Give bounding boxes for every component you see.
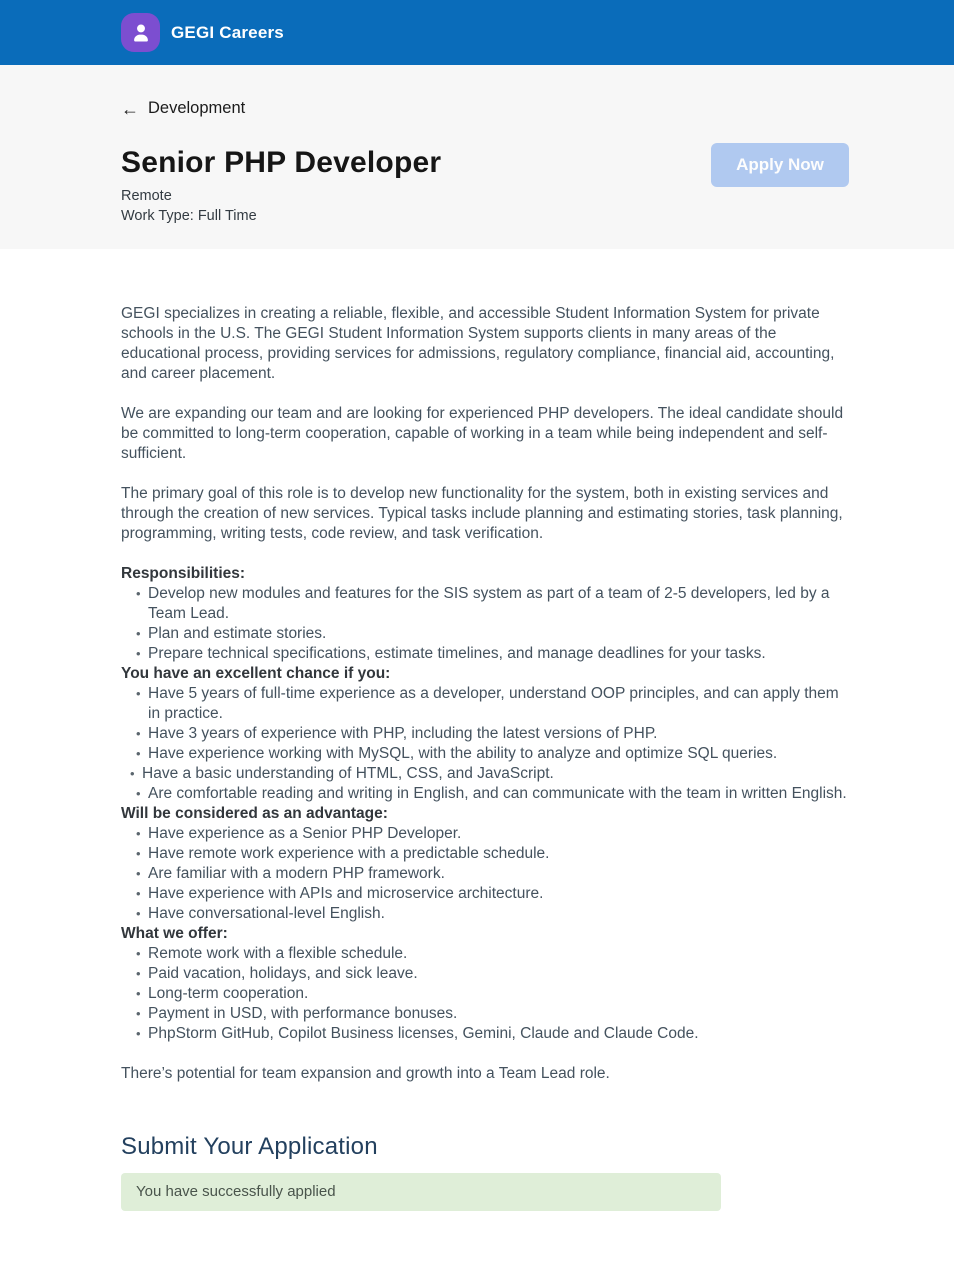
- breadcrumb-back-link[interactable]: [121, 99, 245, 118]
- responsibilities-list: [121, 584, 849, 664]
- offer-list: [121, 944, 849, 1044]
- breadcrumb-label: Development: [148, 99, 246, 117]
- list-item: • Prepare technical specifications, estimate timelines, and manage deadlines for your tasks.: [121, 644, 849, 664]
- list-item: • Plan and estimate stories.: [121, 624, 849, 644]
- job-title: Senior PHP Developer: [121, 145, 442, 179]
- submit-application-heading: Submit Your Application: [121, 1132, 378, 1160]
- list-item: • Have experience working with MySQL, with the ability to analyze and optimize SQL queries.: [121, 744, 849, 764]
- paragraph: The primary goal of this role is to develop new functionality for the system, both in existing services and through the creation of new services. Typical tasks include planning and estimating stories, task planning, programming, writing tests, code review, and task verification.: [121, 484, 843, 542]
- list-item: • Have 3 years of experience with PHP, including the latest versions of PHP.: [121, 724, 849, 744]
- paragraph: GEGI specializes in creating a reliable, flexible, and accessible Student Information System for private schools in the U.S. The GEGI Student Information System supports clients in many areas of the educational process, providing services for admissions, regulatory compliance, financial aid, accounting, and career placement.: [121, 304, 835, 382]
- job-work-type: Work Type: Full Time: [121, 207, 257, 224]
- back-arrow-icon: ←: [121, 98, 139, 119]
- success-message: You have successfully applied: [121, 1173, 721, 1211]
- brand-title: GEGI Careers: [171, 22, 284, 42]
- paragraph: We are expanding our team and are looking for experienced PHP developers. The ideal candidate should be committed to long-term cooperation, capable of working in a team while being independent and self-sufficient.: [121, 404, 844, 462]
- list-item: • Have remote work experience with a predictable schedule.: [121, 844, 849, 864]
- intro-paragraphs: [121, 304, 849, 544]
- apply-now-button[interactable]: Apply Now: [711, 143, 849, 187]
- brand-link[interactable]: [121, 13, 284, 52]
- list-item: • Have conversational-level English.: [121, 904, 849, 924]
- list-item: • Long-term cooperation.: [121, 984, 849, 1004]
- list-item: • Have a basic understanding of HTML, CSS, and JavaScript.: [115, 764, 849, 784]
- closing-paragraph: There’s potential for team expansion and growth into a Team Lead role.: [121, 1064, 610, 1082]
- job-heading-block: [121, 145, 441, 226]
- section-heading-offer: What we offer:: [121, 924, 228, 942]
- section-heading-responsibilities: Responsibilities:: [121, 564, 246, 582]
- person-icon: [121, 13, 160, 52]
- list-item: • Payment in USD, with performance bonuses.: [121, 1004, 849, 1024]
- job-description: [0, 249, 954, 1211]
- job-summary-section: [0, 65, 954, 249]
- list-item: • Develop new modules and features for the SIS system as part of a team of 2-5 developers, led by a Team Lead.: [121, 584, 849, 624]
- list-item: • Have 5 years of full-time experience as a developer, understand OOP principles, and can apply them in practice.: [121, 684, 849, 724]
- section-heading-excellent-chance: You have an excellent chance if you:: [121, 664, 391, 682]
- list-item: • Paid vacation, holidays, and sick leave.: [121, 964, 849, 984]
- list-item: • Are comfortable reading and writing in English, and can communicate with the team in written English.: [121, 784, 849, 804]
- list-item: • Have experience with APIs and microservice architecture.: [121, 884, 849, 904]
- list-item: • PhpStorm GitHub, Copilot Business licenses, Gemini, Claude and Claude Code.: [121, 1024, 849, 1044]
- list-item: • Have experience as a Senior PHP Developer.: [121, 824, 849, 844]
- job-location: Remote: [121, 187, 172, 204]
- app-header: [0, 0, 954, 65]
- list-item: • Are familiar with a modern PHP framework.: [121, 864, 849, 884]
- excellent-chance-list: [121, 684, 849, 804]
- section-heading-advantage: Will be considered as an advantage:: [121, 804, 388, 822]
- list-item: • Remote work with a flexible schedule.: [121, 944, 849, 964]
- advantage-list: [121, 824, 849, 924]
